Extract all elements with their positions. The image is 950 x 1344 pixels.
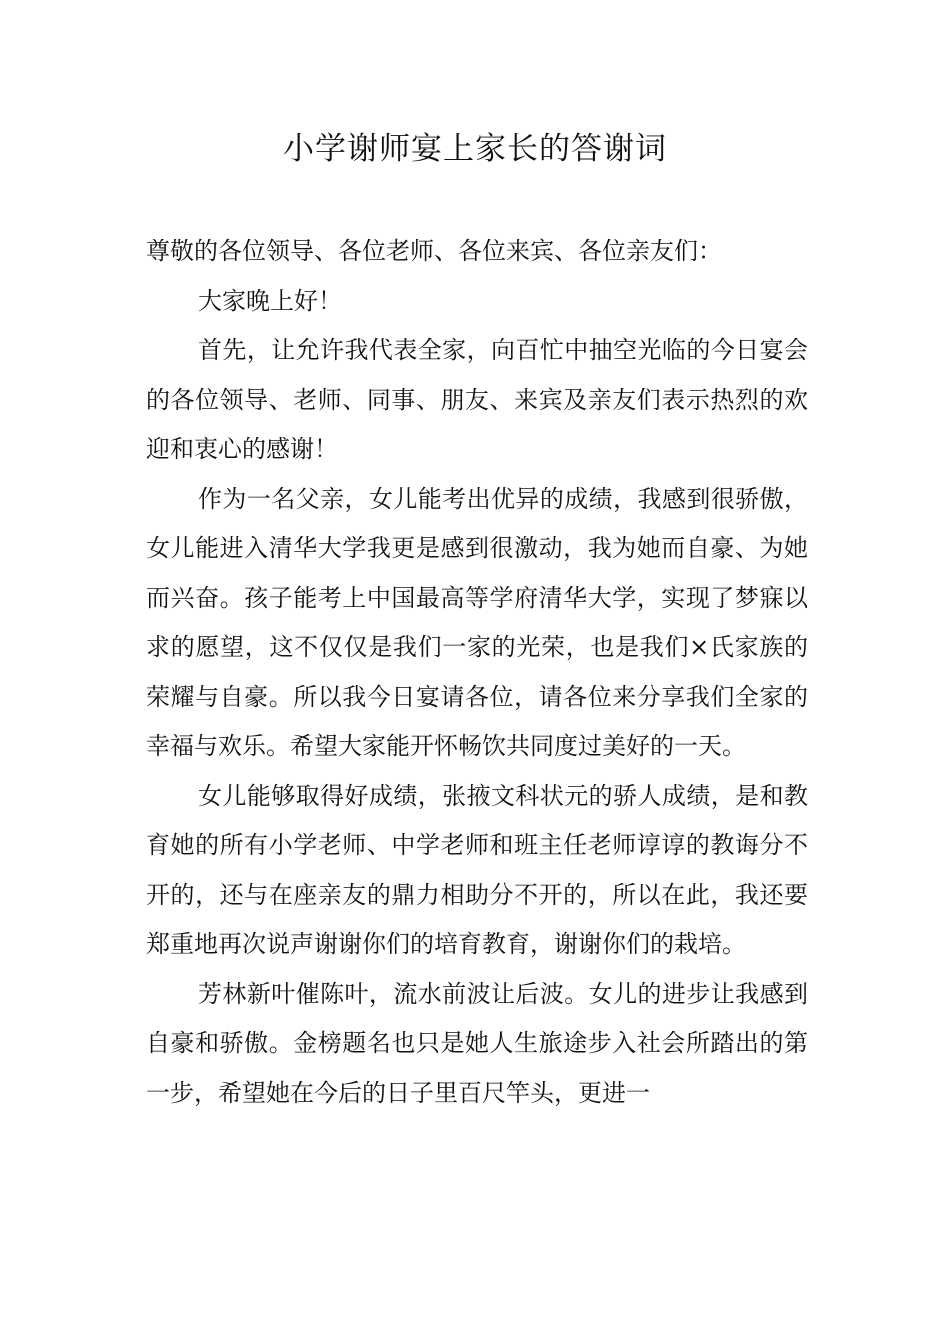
paragraph-future: 芳林新叶催陈叶，流水前波让后波。女儿的进步让我感到自豪和骄傲。金榜题名也只是她人生旅途步入社会所踏出的第一步，希望她在今后的日子里百尺竿头，更进一 <box>146 979 808 1107</box>
document-body <box>146 227 808 1118</box>
paragraph-thanks: 首先，让允许我代表全家，向百忙中抽空光临的今日宴会的各位领导、老师、同事、朋友、来宾及亲友们表示热烈的欢迎和衷心的感谢！ <box>146 336 808 463</box>
document-title: 小学谢师宴上家长的答谢词 <box>283 131 667 167</box>
paragraph-greeting: 大家晚上好！ <box>198 286 342 315</box>
paragraph-teachers: 女儿能够取得好成绩，张掖文科状元的骄人成绩，是和教育她的所有小学老师、中学老师和班主任老师谆谆的教诲分不开的，还与在座亲友的鼎力相助分不开的，所以在此，我还要郑重地再次说声谢谢你们的培育教育，谢谢你们的栽培。 <box>146 781 808 958</box>
salutation: 尊敬的各位领导、各位老师、各位来宾、各位亲友们： <box>146 237 722 265</box>
paragraph-pride: 作为一名父亲，女儿能考出优异的成绩，我感到很骄傲，女儿能进入清华大学我更是感到很激动，我为她而自豪、为她而兴奋。孩子能考上中国最高等学府清华大学，实现了梦寐以求的愿望，这不仅仅是我们一家的光荣，也是我们×氏家族的荣耀与自豪。所以我今日宴请各位，请各位来分享我们全家的幸福与欢乐。希望大家能开怀畅饮共同度过美好的一天。 <box>146 484 808 760</box>
